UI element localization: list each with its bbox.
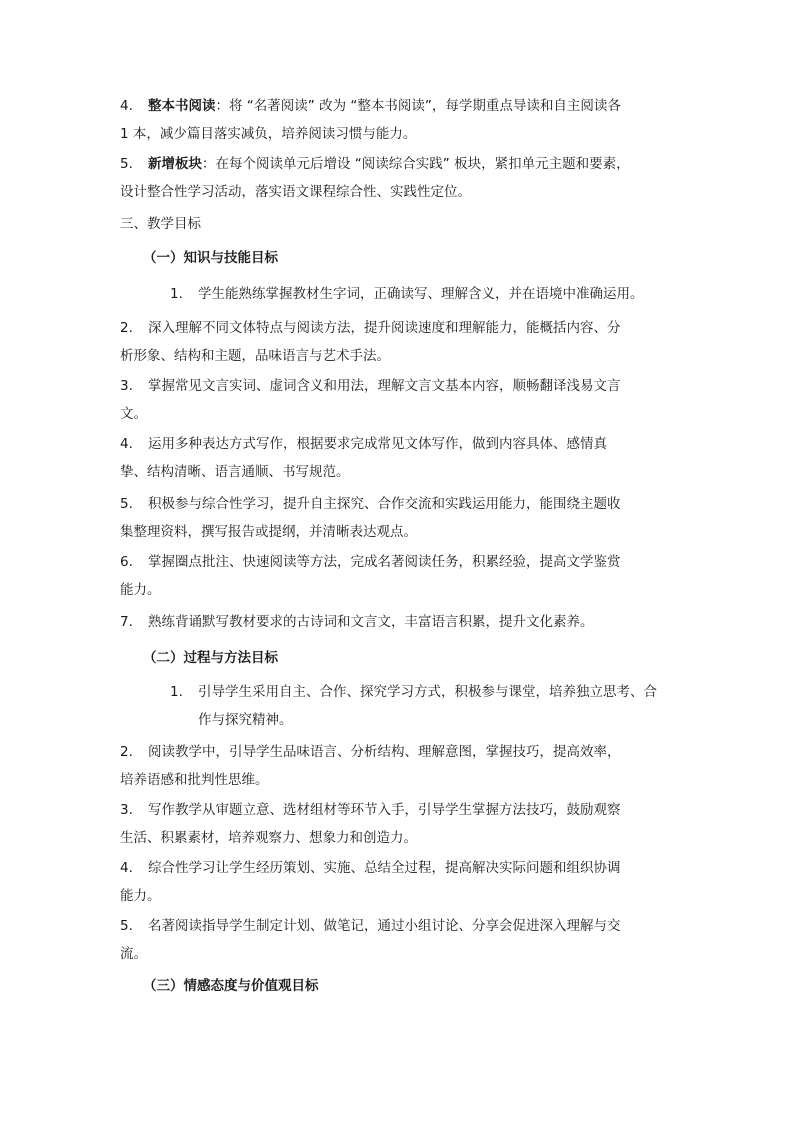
item-number: 5.: [120, 496, 133, 512]
item-number: 1.: [170, 286, 183, 302]
list-item: [120, 548, 676, 604]
list-item: [120, 430, 676, 486]
list-item: [120, 314, 676, 370]
list-item-reading: [120, 92, 676, 148]
item-number: 5.: [120, 918, 133, 934]
item-text: 积极参与综合性学习，提升自主探究、合作交流和实践运用能力，能围绕主题收: [148, 496, 621, 512]
item-keyword: 新增板块: [148, 156, 202, 172]
item-text: 阅读教学中，引导学生品味语言、分析结构、理解意图，掌握技巧，提高效率，: [148, 744, 621, 760]
item-text: 名著阅读指导学生制定计划、做笔记，通过小组讨论、分享会促进深入理解与交: [148, 918, 621, 934]
item-number: 4.: [120, 860, 133, 876]
item-text-cont: 文。: [120, 406, 147, 422]
item-number: 3.: [120, 802, 133, 818]
item-text-cont: 作与探究精神。: [198, 712, 293, 728]
subsection-title-values: （三）情感态度与价值观目标: [143, 978, 319, 994]
item-text: 引导学生采用自主、合作、探究学习方式，积极参与课堂，培养独立思考、合: [198, 684, 657, 700]
list-item: [120, 796, 676, 852]
item-text-cont: 设计整合性学习活动，落实语文课程综合性、实践性定位。: [120, 184, 471, 200]
item-number: 1.: [170, 684, 183, 700]
item-text: 学生能熟练掌握教材生字词，正确读写、理解含义，并在语境中准确运用。: [198, 286, 644, 302]
item-number: 4.: [120, 436, 133, 452]
list-item: [120, 490, 676, 546]
list-item-new-section: [120, 150, 676, 206]
item-number: 2.: [120, 744, 133, 760]
item-text: 写作教学从审题立意、选材组材等环节入手，引导学生掌握方法技巧，鼓励观察: [148, 802, 621, 818]
item-text-cont: 析形象、结构和主题，品味语言与艺术手法。: [120, 348, 390, 364]
item-number: 7.: [120, 614, 133, 630]
list-item: [120, 372, 676, 428]
item-number: 6.: [120, 554, 133, 570]
list-item: [120, 854, 676, 910]
item-text: 掌握常见文言实词、虚词含义和用法，理解文言文基本内容，顺畅翻译浅易文言: [148, 378, 621, 394]
list-item: [170, 280, 726, 308]
item-text-cont: 集整理资料，撰写报告或提纲，并清晰表达观点。: [120, 524, 417, 540]
item-text: 深入理解不同文体特点与阅读方法，提升阅读速度和理解能力，能概括内容、分: [148, 320, 621, 336]
item-number: 5.: [120, 156, 133, 172]
item-keyword: 整本书阅读: [148, 98, 216, 114]
list-item: [120, 738, 676, 794]
item-text-cont: 1 本，减少篇目落实减负，培养阅读习惯与能力。: [120, 126, 417, 142]
subsection-title-process: （二）过程与方法目标: [143, 650, 278, 666]
item-text: 熟练背诵默写教材要求的古诗词和文言文，丰富语言积累，提升文化素养。: [148, 614, 594, 630]
item-text: ：将 “名著阅读” 改为 “整本书阅读”，每学期重点导读和自主阅读各: [215, 98, 621, 114]
item-text-cont: 生活、积累素材，培养观察力、想象力和创造力。: [120, 830, 417, 846]
item-number: 2.: [120, 320, 133, 336]
item-text-cont: 挚、结构清晰、语言通顺、书写规范。: [120, 464, 350, 480]
item-number: 3.: [120, 378, 133, 394]
item-text: 综合性学习让学生经历策划、实施、总结全过程，提高解决实际问题和组织协调: [148, 860, 621, 876]
item-number: 4.: [120, 98, 133, 114]
list-item: [120, 608, 676, 636]
item-text-cont: 能力。: [120, 888, 161, 904]
item-text-cont: 流。: [120, 946, 147, 962]
item-text: ：在每个阅读单元后增设 “阅读综合实践” 板块，紧扣单元主题和要素，: [202, 156, 630, 172]
list-item: [170, 678, 726, 734]
section-title: 三、教学目标: [120, 216, 201, 232]
list-item: [120, 912, 676, 968]
item-text: 运用多种表达方式写作，根据要求完成常见文体写作，做到内容具体、感情真: [148, 436, 607, 452]
item-text-cont: 能力。: [120, 582, 161, 598]
item-text: 掌握圈点批注、快速阅读等方法，完成名著阅读任务，积累经验，提高文学鉴赏: [148, 554, 621, 570]
subsection-title-knowledge: （一）知识与技能目标: [143, 250, 278, 266]
item-text-cont: 培养语感和批判性思维。: [120, 772, 269, 788]
